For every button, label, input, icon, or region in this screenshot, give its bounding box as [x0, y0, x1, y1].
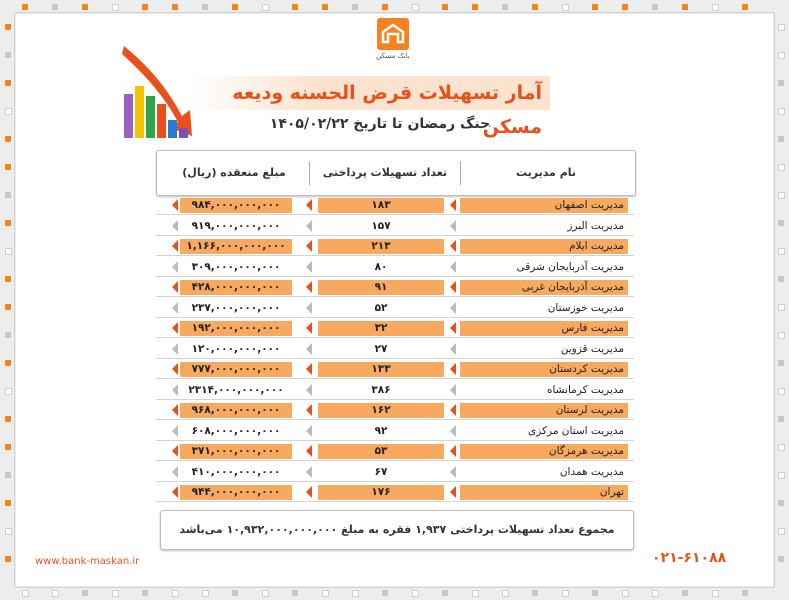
arrow-marker-icon: [172, 445, 178, 457]
cell-count: ۵۲: [318, 301, 444, 316]
arrow-marker-icon: [306, 199, 312, 211]
frame-square: [52, 4, 58, 10]
frame-square: [5, 80, 11, 86]
frame-square: [5, 360, 11, 366]
frame-square: [352, 4, 358, 10]
frame-square: [82, 590, 88, 596]
arrow-marker-icon: [450, 322, 456, 334]
frame-square: [5, 444, 11, 450]
website-link[interactable]: www.bank-maskan.ir: [35, 556, 140, 567]
cell-name: مدیریت کردستان: [460, 362, 628, 377]
frame-square: [778, 388, 785, 395]
row-divider: [156, 296, 634, 297]
page-subtitle: جنگ رمضان تا تاریخ ۱۴۰۵/۰۲/۲۲: [269, 116, 491, 132]
summary-text: مجموع تعداد تسهیلات پرداختی ۱,۹۳۷ فقره به مبلغ ۱۰,۹۳۲,۰۰۰,۰۰۰,۰۰۰ می‌باشد: [160, 510, 634, 550]
frame-square: [778, 304, 785, 311]
row-divider: [156, 358, 634, 359]
frame-square: [562, 590, 569, 597]
table-row: [156, 442, 634, 461]
frame-square: [5, 416, 11, 422]
cell-amount: ۱۲۰,۰۰۰,۰۰۰,۰۰۰: [180, 342, 292, 357]
cell-amount: ۹۶۸,۰۰۰,۰۰۰,۰۰۰: [180, 403, 292, 418]
phone-number: ۰۲۱-۶۱۰۸۸: [652, 550, 727, 566]
cell-name: مدیریت اصفهان: [460, 198, 628, 213]
arrow-marker-icon: [450, 425, 456, 437]
arrow-marker-icon: [306, 486, 312, 498]
row-divider: [156, 481, 634, 482]
arrow-marker-icon: [306, 466, 312, 478]
cell-amount: ۷۷۷,۰۰۰,۰۰۰,۰۰۰: [180, 362, 292, 377]
frame-square: [652, 4, 658, 10]
cell-name: مدیریت قزوین: [460, 342, 628, 357]
cell-name: مدیریت البرز: [460, 219, 628, 234]
frame-square: [5, 248, 12, 255]
cell-amount: ۹۴۴,۰۰۰,۰۰۰,۰۰۰: [180, 485, 292, 500]
header-name: نام مدیریت: [515, 166, 577, 179]
cell-count: ۱۷۶: [318, 485, 444, 500]
frame-square: [778, 444, 785, 451]
arrow-marker-icon: [450, 466, 456, 478]
cell-count: ۱۶۲: [318, 403, 444, 418]
frame-square: [232, 590, 238, 596]
frame-square: [562, 4, 569, 11]
arrow-marker-icon: [450, 281, 456, 293]
arrow-marker-icon: [306, 363, 312, 375]
cell-count: ۶۷: [318, 465, 444, 480]
frame-square: [382, 4, 388, 10]
frame-square: [778, 416, 784, 422]
cell-count: ۲۷: [318, 342, 444, 357]
arrow-marker-icon: [306, 261, 312, 273]
frame-square: [742, 590, 748, 596]
frame-square: [5, 108, 12, 115]
frame-square: [622, 590, 629, 597]
frame-square: [5, 304, 11, 310]
arrow-marker-icon: [450, 486, 456, 498]
arrow-marker-icon: [306, 425, 312, 437]
cell-name: مدیریت کرمانشاه: [460, 383, 628, 398]
row-divider: [156, 235, 634, 236]
arrow-marker-icon: [172, 281, 178, 293]
frame-square: [5, 500, 11, 506]
arrow-marker-icon: [450, 343, 456, 355]
arrow-marker-icon: [306, 240, 312, 252]
frame-square: [712, 4, 719, 11]
cell-amount: ۹۸۴,۰۰۰,۰۰۰,۰۰۰: [180, 198, 292, 213]
arrow-marker-icon: [172, 404, 178, 416]
arrow-marker-icon: [450, 363, 456, 375]
frame-square: [778, 556, 784, 562]
arrow-marker-icon: [450, 261, 456, 273]
frame-square: [778, 500, 784, 506]
frame-square: [5, 164, 11, 170]
table-row: [156, 237, 634, 256]
table-row: [156, 381, 634, 400]
frame-square: [5, 52, 11, 58]
frame-square: [5, 472, 11, 478]
row-divider: [156, 214, 634, 215]
table-row: [156, 217, 634, 236]
frame-square: [778, 360, 784, 366]
frame-square: [52, 590, 59, 597]
table-row: [156, 360, 634, 379]
frame-square: [652, 590, 659, 597]
cell-name: مدیریت فارس: [460, 321, 628, 336]
frame-square: [142, 4, 148, 10]
arrow-marker-icon: [172, 425, 178, 437]
frame-square: [172, 590, 179, 597]
cell-count: ۵۳: [318, 444, 444, 459]
arrow-marker-icon: [172, 486, 178, 498]
cell-count: ۱۳۳: [318, 362, 444, 377]
frame-square: [592, 590, 598, 596]
cell-amount: ۳۷۱,۰۰۰,۰۰۰,۰۰۰: [180, 444, 292, 459]
frame-square: [778, 108, 785, 115]
logo-caption: بانک مسکن: [376, 52, 410, 60]
bank-logo: [371, 18, 415, 64]
arrow-marker-icon: [306, 220, 312, 232]
frame-square: [172, 4, 178, 10]
row-divider: [156, 501, 634, 502]
table-header: [156, 150, 636, 196]
frame-right: [773, 0, 789, 600]
row-divider: [156, 440, 634, 441]
arrow-marker-icon: [306, 302, 312, 314]
frame-square: [112, 590, 119, 597]
arrow-marker-icon: [172, 220, 178, 232]
arrow-marker-icon: [450, 384, 456, 396]
cell-count: ۸۰: [318, 260, 444, 275]
frame-square: [778, 528, 785, 535]
frame-square: [322, 590, 329, 597]
frame-square: [142, 590, 148, 596]
row-divider: [156, 276, 634, 277]
cell-count: ۲۱۳: [318, 239, 444, 254]
table-row: [156, 483, 634, 502]
frame-square: [682, 590, 688, 596]
cell-name: مدیریت ایلام: [460, 239, 628, 254]
frame-square: [232, 4, 238, 10]
frame-square: [22, 590, 29, 597]
frame-square: [5, 136, 11, 142]
frame-square: [778, 136, 784, 142]
row-divider: [156, 460, 634, 461]
frame-square: [262, 4, 269, 11]
arrow-marker-icon: [450, 404, 456, 416]
frame-square: [412, 590, 419, 597]
frame-square: [412, 4, 419, 11]
frame-square: [778, 276, 784, 282]
cell-name: مدیریت استان مرکزی: [460, 424, 628, 439]
frame-square: [622, 4, 628, 10]
frame-square: [778, 80, 784, 86]
header-count: تعداد تسهیلات پرداختی: [309, 161, 461, 185]
cell-count: ۳۲: [318, 321, 444, 336]
arrow-marker-icon: [306, 404, 312, 416]
table-row: [156, 299, 634, 318]
table-row: [156, 319, 634, 338]
frame-square: [472, 4, 478, 10]
cell-amount: ۲۳۱۴,۰۰۰,۰۰۰,۰۰۰: [180, 383, 292, 398]
frame-square: [5, 276, 11, 282]
arrow-marker-icon: [172, 199, 178, 211]
arrow-marker-icon: [172, 343, 178, 355]
frame-square: [778, 192, 785, 199]
frame-square: [292, 590, 298, 596]
frame-square: [778, 24, 785, 31]
frame-square: [502, 4, 508, 10]
cell-amount: ۱,۱۶۶,۰۰۰,۰۰۰,۰۰۰: [180, 239, 292, 254]
cell-name: مدیریت آذربایجان شرقی: [460, 260, 628, 275]
cell-count: ۳۸۶: [318, 383, 444, 398]
arrow-marker-icon: [172, 322, 178, 334]
frame-square: [5, 332, 11, 338]
arrow-marker-icon: [306, 384, 312, 396]
arrow-marker-icon: [450, 302, 456, 314]
arrow-marker-icon: [306, 322, 312, 334]
frame-square: [472, 590, 479, 597]
cell-name: مدیریت همدان: [460, 465, 628, 480]
table-row: [156, 278, 634, 297]
frame-square: [778, 472, 785, 479]
arrow-marker-icon: [306, 281, 312, 293]
cell-amount: ۹۱۹,۰۰۰,۰۰۰,۰۰۰: [180, 219, 292, 234]
cell-count: ۱۵۷: [318, 219, 444, 234]
frame-square: [202, 4, 208, 10]
frame-square: [592, 4, 598, 10]
arrow-marker-icon: [172, 466, 178, 478]
frame-square: [712, 590, 719, 597]
frame-square: [778, 52, 785, 59]
frame-square: [82, 4, 88, 10]
arrow-marker-icon: [172, 240, 178, 252]
frame-square: [5, 220, 11, 226]
arrow-marker-icon: [306, 343, 312, 355]
row-divider: [156, 419, 634, 420]
table-row: [156, 422, 634, 441]
frame-square: [778, 164, 785, 171]
frame-square: [682, 4, 688, 10]
frame-square: [442, 590, 448, 596]
arrow-marker-icon: [450, 240, 456, 252]
frame-square: [202, 590, 209, 597]
cell-amount: ۶۰۸,۰۰۰,۰۰۰,۰۰۰: [180, 424, 292, 439]
page-title: آمار تسهیلات قرض الحسنه ودیعه مسکن: [190, 76, 550, 110]
row-divider: [156, 399, 634, 400]
cell-name: مدیریت آذربایجان غربی: [460, 280, 628, 295]
frame-square: [532, 590, 538, 596]
frame-square: [5, 528, 12, 535]
table-row: [156, 340, 634, 359]
cell-amount: ۴۲۸,۰۰۰,۰۰۰,۰۰۰: [180, 280, 292, 295]
cell-count: ۱۸۳: [318, 198, 444, 213]
arrow-marker-icon: [450, 220, 456, 232]
frame-square: [778, 332, 785, 339]
cell-amount: ۲۳۷,۰۰۰,۰۰۰,۰۰۰: [180, 301, 292, 316]
table-row: [156, 463, 634, 482]
cell-name: مدیریت هرمزگان: [460, 444, 628, 459]
arrow-marker-icon: [450, 445, 456, 457]
header-amount: مبلغ منعقده (ریال): [182, 166, 286, 179]
frame-square: [5, 192, 11, 198]
frame-square: [112, 4, 119, 11]
frame-square: [262, 590, 269, 597]
frame-square: [532, 4, 538, 10]
cell-name: مدیریت لرستان: [460, 403, 628, 418]
arrow-marker-icon: [306, 445, 312, 457]
table-row: [156, 258, 634, 277]
cell-amount: ۳۰۹,۰۰۰,۰۰۰,۰۰۰: [180, 260, 292, 275]
frame-square: [352, 590, 359, 597]
cell-amount: ۴۱۰,۰۰۰,۰۰۰,۰۰۰: [180, 465, 292, 480]
frame-square: [778, 248, 785, 255]
frame-square: [442, 4, 448, 10]
house-icon: [377, 18, 409, 50]
frame-square: [778, 220, 784, 226]
table-row: [156, 196, 634, 215]
arrow-marker-icon: [172, 302, 178, 314]
frame-square: [5, 556, 11, 562]
cell-count: ۹۲: [318, 424, 444, 439]
row-divider: [156, 255, 634, 256]
arrow-marker-icon: [172, 384, 178, 396]
row-divider: [156, 337, 634, 338]
frame-square: [382, 590, 388, 596]
frame-square: [5, 388, 12, 395]
frame-square: [502, 590, 509, 597]
cell-count: ۹۱: [318, 280, 444, 295]
cell-name: تهران: [460, 485, 628, 500]
table-row: [156, 401, 634, 420]
cell-name: مدیریت خوزستان: [460, 301, 628, 316]
row-divider: [156, 378, 634, 379]
frame-square: [5, 24, 11, 30]
arrow-marker-icon: [172, 261, 178, 273]
cell-amount: ۱۹۲,۰۰۰,۰۰۰,۰۰۰: [180, 321, 292, 336]
frame-square: [292, 4, 298, 10]
arrow-marker-icon: [450, 199, 456, 211]
frame-square: [742, 4, 748, 10]
frame-square: [322, 4, 328, 10]
arrow-marker-icon: [172, 363, 178, 375]
frame-square: [22, 4, 28, 10]
row-divider: [156, 317, 634, 318]
